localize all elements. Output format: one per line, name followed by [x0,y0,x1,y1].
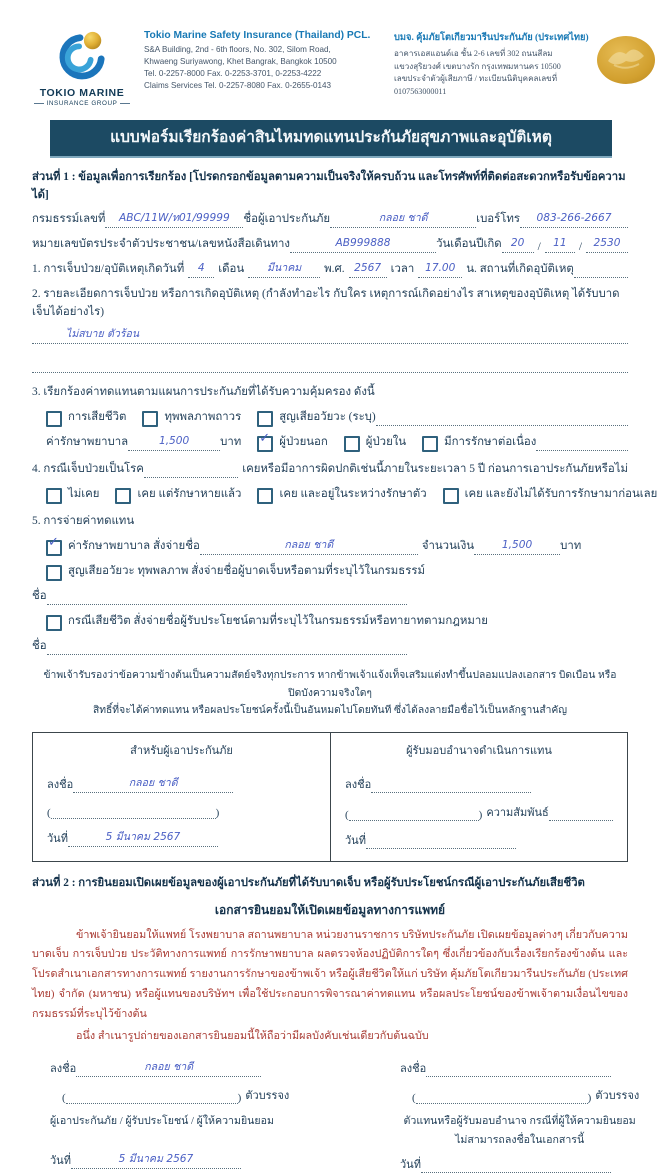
item4-checkbox-row [46,485,658,503]
attorney-signature-header: ผู้รับมอบอำนาจดำเนินการแทน [406,744,552,757]
consent-rparen-right: ) [587,1092,592,1105]
consent-lparen-left: ( [62,1092,66,1105]
payee-name-field-1 [47,589,407,605]
item4-suffix: เคยหรือมีอาการผิดปกติเช่นนี้ภายในระยะเวลา 5 ปี ก่อนการเอาประกันภัยหรือไม่ [242,463,628,475]
checkbox-disability-label: ทุพพลภาพถาวร [164,411,242,423]
dob-day: 20 [510,237,525,249]
consent-date-field-right [421,1157,611,1173]
consent-right-role2: ไม่สามารถลงชื่อในเอกสารนี้ [455,1135,585,1147]
checkbox-never [46,488,62,504]
incident-year-field [349,262,387,278]
rparen-left: ) [215,806,220,819]
checkbox-cured-label: เคย แต่รักษาหายแล้ว [137,488,242,500]
checkbox-under-treatment [257,488,273,504]
consent-date-value-left: 5 มีนาคม 2567 [118,1153,194,1166]
pay-organ-label: สูญเสียอวัยวะ ทุพพลภาพ สั่งจ่ายชื่อผู้บาดเจ็บหรือตามที่ระบุไว้ในกรมธรรม์ [68,565,425,577]
dob-day-field [502,237,534,253]
checkbox-cured [115,488,131,504]
phone-label: เบอร์โทร [476,213,520,225]
checkbox-never-label: ไม่เคย [68,488,100,500]
payee-name-row-1 [32,587,628,605]
insured-name-value: กลอย ชาดี [378,212,428,224]
organ-loss-field [376,410,628,426]
relationship-label: ความสัมพันธ์ [486,806,549,819]
dob-month: 11 [553,237,567,249]
declaration [32,667,628,720]
item2-label: 2. รายละเอียดการเจ็บป่วย หรือการเกิดอุบัติเหตุ (กำลังทำอะไร กับใคร เหตุการณ์เกิดอย่างไร สาเหตุของอุบัติเหตุ ได้รับบาดเจ็บได้อย่างไร) [32,288,620,318]
item1-suffix: น. สถานที่เกิดอุบัติเหตุ [466,263,574,275]
consent-lparen-right: ( [412,1092,416,1105]
month-label: เดือน [218,263,245,275]
tokio-marine-logo [34,30,130,107]
amount-label: จำนวนเงิน [421,540,475,552]
baht-label-2: บาท [560,540,582,552]
name-label-2: ชื่อ [32,640,47,652]
consent-paragraph: ข้าพเจ้ายินยอมให้แพทย์ โรงพยาบาล สถานพยาบาล หน่วยงานราชการ บริษัทประกันภัย เปิดเผยข้อมูลต่างๆ เกี่ยวกับความบาดเจ็บ การเจ็บป่วย ประวัติทางการแพทย์ การรักษาพยาบาล ผลตรวจห้องปฏิบัติการใดๆ ซึ่งเกี่ยวข้องกับเรื่องเรียกร้องข้างต้น และ โปรดสำเนาเอกสารทางการแพทย์ รายงานการรักษาของข้าพเจ้า หรือผู้เสียชีวิตให้แก่ บริษัท คุ้มภัยโตเกียวมารีนประกันภัย (ประเทศ ไทย) จำกัด (มหาชน) หรือผู้แทนของบริษัทฯ เพื่อใช้ประกอบการพิจารณาค่าทดแทน หรือผลประโยชน์ของข้าพเจ้าตามเงื่อนไขของ กรมธรรม์ที่ระบุไว้ข้างต้น [32,928,628,1021]
company-tax-th: เลขประจำตัวผู้เสียภาษี / ทะเบียนนิติบุคคลเลขที่ 0107563000011 [394,74,558,96]
item2-answer-row [32,328,628,344]
company-claims-en: Claims Services Tel. 0-2257-8080 Fax. 0-2655-0143 [144,81,332,91]
check-mark-opd: ✓ [259,431,271,446]
checkbox-continuing-care [422,436,438,452]
insured-signature-header: สำหรับผู้เอาประกันภัย [130,744,233,757]
item4-row [32,460,628,478]
logo-subtext: INSURANCE GROUP [46,100,118,107]
item3-checkbox-row [46,408,628,426]
consent-sign-field-left [76,1061,261,1077]
disease-field [144,462,238,478]
checkbox-untreated [443,488,459,504]
item2-label-row [32,285,628,321]
attorney-printed-name-field [349,805,479,821]
insured-name-field [330,212,476,228]
policy-field [105,212,243,228]
detail-value: ไม่สบาย ตัวร้อน [66,328,140,340]
policy-row [32,210,628,228]
payee-field [200,539,418,555]
date-label-right: วันที่ [345,834,366,847]
consent-printed-left [66,1088,238,1104]
phone-value: 083-266-2667 [536,212,612,224]
policy-value: ABC/11W/ท01/99999 [119,212,230,224]
gold-seal-icon [594,34,658,88]
header [34,30,628,107]
insured-printed-name-field [51,803,216,819]
block-letters-label-right: ตัวบรรจง [595,1090,640,1103]
gold-seal [594,34,658,93]
insured-name-label: ชื่อผู้เอาประกันภัย [243,213,331,225]
dob-slash1: / [537,241,541,253]
pay-medical-label: ค่ารักษาพยาบาล สั่งจ่ายชื่อ [68,540,200,552]
incident-month-field [248,262,320,278]
company-addr2-th: แขวงสุริยวงศ์ เขตบางรัก กรุงเทพมหานคร 10500 [394,61,561,71]
incident-year: 2567 [354,262,382,274]
item5-label: 5. การจ่ายค่าทดแทน [32,515,135,527]
attorney-signature-cell [330,733,627,861]
incident-month: มีนาคม [267,262,302,274]
payment-medical-row [46,537,628,555]
insured-signature-cell [33,733,330,861]
medical-expense-row [46,433,628,451]
consent-rparen-left: ) [237,1092,242,1105]
checkbox-opd-label: ผู้ป่วยนอก [279,436,328,448]
name-label-1: ชื่อ [32,590,47,602]
amount-field [474,539,560,555]
checkbox-pay-medical-checked [46,535,62,556]
consent-sign-label-left: ลงชื่อ [50,1063,77,1076]
section1-heading: ส่วนที่ 1 : ข้อมูลเพื่อการเรียกร้อง [โปรดกรอกข้อมูลตามความเป็นจริงให้ครบถ้วน และโทรศัพท์ที่ติดต่อสะดวกหรือรับข้อความได้] [32,171,626,201]
checkbox-organ-loss [257,411,273,427]
company-name-en: Tokio Marine Safety Insurance (Thailand) PCL. [144,30,371,41]
dob-year-field [586,237,628,253]
detail-field-line1 [32,328,628,344]
incident-day: 4 [197,262,205,274]
date-label-left: วันที่ [47,832,68,845]
checkbox-under-treatment-label: เคย และอยู่ในระหว่างรักษาตัว [279,488,427,500]
consent-right-role1: ตัวแทนหรือผู้รับมอบอำนาจ กรณีที่ผู้ให้ความยินยอม [403,1116,636,1128]
insured-date-value: 5 มีนาคม 2567 [105,830,181,843]
section2-heading: ส่วนที่ 2 : การยินยอมเปิดเผยข้อมูลของผู้เอาประกันภัยที่ได้รับบาดเจ็บ หรือผู้รับประโยชน์กรณีผู้เอาประกันภัยเสียชีวิต [32,876,585,889]
phone-field [520,212,628,228]
incident-place-field [574,262,628,278]
sign-label-left: ลงชื่อ [47,778,74,791]
dob-label: วันเดือนปีเกิด [436,238,502,250]
claim-form-page [0,30,658,1172]
payment-death-row [46,612,628,630]
form-body [32,167,658,1173]
company-addr1-en: S&A Building, 2nd - 6th floors, No. 302, Silom Road, [144,45,331,54]
company-tel-en: Tel. 0-2257-8000 Fax. 0-2253-3701, 0-2253-4222 [144,69,322,79]
id-row [32,235,628,253]
payee-value: กลอย ชาดี [284,539,334,551]
consent-left-column [50,1050,360,1173]
relationship-field [549,805,613,821]
checkbox-death [46,411,62,427]
tokio-marine-swirl-icon [53,30,111,80]
company-addr1-th: อาคารเอสแอนด์เอ ชั้น 2-6 เลขที่ 302 ถนนสีลม [394,49,553,58]
incident-day-field [188,262,214,278]
checkbox-pay-organ [46,565,62,581]
consent-subtitle: เอกสารยินยอมให้เปิดเผยข้อมูลทางการแพทย์ [214,902,446,917]
checkbox-untreated-label: เคย และยังไม่ได้รับการรักษามาก่อนเลย [464,488,658,500]
consent-date-label-right: วันที่ [400,1159,421,1172]
pay-death-label: กรณีเสียชีวิต สั่งจ่ายชื่อผู้รับประโยชน์ตามที่ระบุไว้ในกรมธรรม์หรือทายาทตามกฎหมาย [68,615,488,627]
company-name-th: บมจ. คุ้มภัยโตเกียวมารีนประกันภัย (ประเทศไทย) [394,33,589,43]
company-addr2-en: Khwaeng Suriyawong, Khet Bangrak, Bangkok 10500 [144,57,337,67]
company-info-en [144,30,384,93]
lparen-right: ( [345,808,349,821]
lparen-left: ( [47,806,51,819]
medical-expense-field [128,435,220,451]
form-title: แบบฟอร์มเรียกร้องค่าสินไหมทดแทนประกันภัยสุขภาพและอุบัติเหตุ [50,120,612,158]
continuing-care-field [536,435,628,451]
item1-row [32,260,628,278]
consent-date-label-left: วันที่ [50,1155,71,1168]
checkbox-organ-loss-label: สูญเสียอวัยวะ (ระบุ) [279,411,376,423]
incident-time: 17.00 [425,262,456,274]
amount-value: 1,500 [501,539,533,551]
consent-sign-label-right: ลงชื่อ [400,1063,427,1076]
consent-date-field-left [71,1153,241,1169]
consent-left-role: ผู้เอาประกันภัย / ผู้รับประโยชน์ / ผู้ให้ความยินยอม [50,1116,274,1128]
payee-name-field-2 [47,639,407,655]
insured-date-field [68,831,218,847]
id-label: หมายเลขบัตรประจำตัวประชาชน/เลขหนังสือเดินทาง [32,238,290,250]
item2-blank-row [32,357,628,373]
era-label: พ.ศ. [324,263,345,275]
logo-text: TOKIO MARINE [39,87,125,99]
checkbox-ipd [344,436,360,452]
id-value: AB999888 [335,237,391,249]
dob-year: 2530 [593,237,621,249]
baht-label-1: บาท [220,436,242,448]
sign-label-right: ลงชื่อ [345,778,372,791]
payee-name-row-2 [32,637,628,655]
detail-field-line2 [32,357,628,373]
declaration-line2: สิทธิ์ที่จะได้ค่าทดแทน หรือผลประโยชน์ครั้งนี้เป็นอันหมดไปโดยทันที ซึ่งได้ลงลายมือชื่อไว้เป็นหลักฐานสำคัญ [92,705,568,716]
item3-label-row [32,383,628,401]
company-info-th [394,30,594,98]
payment-organ-row [46,562,628,580]
time-label: เวลา [390,263,415,275]
medical-expense-value: 1,500 [158,435,190,447]
rparen-right: ) [478,808,483,821]
item5-label-row [32,512,628,530]
dob-slash2: / [578,241,582,253]
checkbox-death-label: การเสียชีวิต [68,411,127,423]
checkbox-ipd-label: ผู้ป่วยใน [365,436,407,448]
checkbox-continuing-care-label: มีการรักษาต่อเนื่อง [444,436,537,448]
medical-expense-label: ค่ารักษาพยาบาล [46,436,129,448]
attorney-sign-field [371,777,531,793]
signature-table [32,732,628,862]
consent-sign-value-left: กลอย ชาดี [144,1061,194,1074]
incident-time-field [418,262,462,278]
consent-note: อนึ่ง สำเนารูปถ่ายของเอกสารยินยอมนี้ให้ถือว่ามีผลบังคับเช่นเดียวกับต้นฉบับ [76,1030,429,1043]
attorney-date-field [366,833,516,849]
checkbox-disability [142,411,158,427]
policy-label: กรมธรรม์เลขที่ [32,213,106,225]
checkbox-opd-checked [257,431,273,452]
declaration-line1: ข้าพเจ้ารับรองว่าข้อความข้างต้นเป็นความสัตย์จริงทุกประการ หากข้าพเจ้าแจ้งเท็จเสริมแต่งทำขึ้นปลอมแปลงเอกสาร บิดเบือน หรือปิดบังความจริงใดๆ [43,670,617,699]
item4-prefix: 4. กรณีเจ็บป่วยเป็นโรค [32,463,144,475]
checkbox-pay-death [46,615,62,631]
insured-sign-value: กลอย ชาดี [128,776,178,789]
dob-month-field [545,237,575,253]
id-field [290,237,436,253]
block-letters-label-left: ตัวบรรจง [245,1090,290,1103]
insured-sign-field [73,777,233,793]
check-mark-pay-medical: ✓ [48,535,59,550]
consent-sign-field-right [426,1061,611,1077]
consent-right-column [400,1050,639,1173]
item1-prefix: 1. การเจ็บป่วย/อุบัติเหตุเกิดวันที่ [32,263,185,275]
consent-printed-right [416,1088,588,1104]
consent-signature-area [50,1050,640,1173]
item3-label: 3. เรียกร้องค่าทดแทนตามแผนการประกันภัยที่ได้รับความคุ้มครอง ดังนี้ [32,386,375,398]
